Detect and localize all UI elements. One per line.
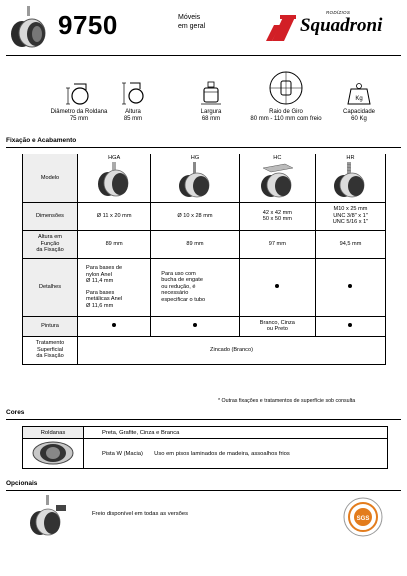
pista-label: Pista W (Macia) [102, 450, 143, 457]
spec-height: Altura 85 mm [108, 80, 158, 123]
swivel-radius-icon [266, 70, 306, 106]
row-label-dimensoes: Dimensões [23, 202, 78, 230]
dimensoes-hg: Ø 10 x 28 mm [151, 202, 239, 230]
roldanas-label: Roldanas [23, 427, 84, 439]
spec-capacity: Kg Capacidade 60 Kg [336, 82, 382, 123]
table-row [23, 202, 386, 230]
product-application: Móveis em geral [178, 14, 206, 30]
model-hr: HR [315, 154, 385, 202]
brand-logo: RODÍZIOS Squadroni [262, 8, 402, 48]
wheel-diameter-icon [64, 80, 94, 106]
bullet-dot [275, 284, 279, 288]
pista-info [84, 439, 388, 469]
detalhes-hg: Para uso com bucha de engate ou redução, é necessário especificar o tubo [151, 258, 239, 316]
width-icon [196, 80, 226, 106]
spec-width: Largura 68 mm [186, 80, 236, 123]
section-divider [6, 419, 401, 420]
header-caster-photo [8, 4, 50, 50]
detalhes-hc [239, 258, 315, 316]
squadroni-logo-icon [264, 11, 298, 45]
detalhes-hga: Para bases de nylon Anel Ø 11,4 mm Para bases metálicas Anel Ø 11,6 mm [78, 258, 151, 316]
pintura-hga [78, 316, 151, 336]
table-row [23, 230, 386, 258]
caster-with-brake-image [26, 495, 70, 544]
table-row [23, 258, 386, 316]
pista-description: Uso em pisos laminados de madeira, assoalhos frios [154, 450, 290, 457]
section-title-opcionais: Opcionais [6, 480, 38, 487]
sgs-label: SGS [356, 516, 370, 522]
colors-table [22, 426, 388, 469]
table-row [23, 316, 386, 336]
altura-hga: 89 mm [78, 230, 151, 258]
fixation-table [22, 154, 386, 365]
certification-badge [342, 496, 384, 543]
table-row [23, 427, 388, 439]
caster-hga-image [94, 162, 134, 198]
row-label-tratamento: Tratamento Superficial da Fixação [23, 336, 78, 364]
detalhes-hr [315, 258, 385, 316]
dimensoes-hr: M10 x 25 mm UNC 3/8" x 1" UNC 5/16 x 1" [315, 202, 385, 230]
height-icon [118, 80, 148, 106]
header-divider [6, 55, 401, 56]
caster-hg-image [175, 162, 215, 198]
model-hg: HG [151, 154, 239, 202]
opcionais-text: Freio disponível em todas as versões [92, 511, 189, 517]
wheel-tread-image [31, 441, 75, 465]
altura-hc: 97 mm [239, 230, 315, 258]
row-label-pintura: Pintura [23, 316, 78, 336]
roldanas-colors: Preta, Grafite, Cinza e Branca [84, 427, 388, 439]
model-hga: HGA [78, 154, 151, 202]
caster-hr-image [330, 162, 370, 198]
caster-hc-image [255, 162, 299, 198]
pintura-hc: Branco, Cinza ou Preto [239, 316, 315, 336]
footnote: * Outras fixações e tratamentos de superfície sob consulta [218, 398, 356, 404]
bullet-dot [348, 284, 352, 288]
row-label-modelo: Modelo [23, 154, 78, 202]
weight-kg-icon [346, 82, 372, 106]
pintura-hg [151, 316, 239, 336]
table-row [23, 439, 388, 469]
pintura-hr [315, 316, 385, 336]
dimensoes-hga: Ø 11 x 20 mm [78, 202, 151, 230]
section-divider [6, 147, 401, 148]
row-label-detalhes: Detalhes [23, 258, 78, 316]
dimensoes-hc: 42 x 42 mm 50 x 50 mm [239, 202, 315, 230]
pista-image-cell [23, 439, 84, 469]
section-title-cores: Cores [6, 409, 25, 416]
bullet-dot [193, 323, 197, 327]
spec-wheel-diameter: Diâmetro da Roldana 75 mm [44, 80, 114, 123]
bullet-dot [348, 323, 352, 327]
tratamento-value: Zincado (Branco) [78, 336, 386, 364]
altura-hr: 94,5 mm [315, 230, 385, 258]
section-title-fixacao: Fixação e Acabamento [6, 137, 77, 144]
table-row [23, 336, 386, 364]
model-number: 9750 [58, 10, 118, 40]
bullet-dot [112, 323, 116, 327]
altura-hg: 89 mm [151, 230, 239, 258]
row-label-altura: Altura em Função da Fixação [23, 230, 78, 258]
table-row [23, 154, 386, 202]
spec-swivel-radius: Raio de Giro 80 mm - 110 mm com freio [238, 70, 334, 123]
svg-text:Kg: Kg [355, 96, 363, 102]
model-hc: HC [239, 154, 315, 202]
section-divider [6, 490, 401, 491]
sgs-certification-icon [342, 496, 384, 538]
